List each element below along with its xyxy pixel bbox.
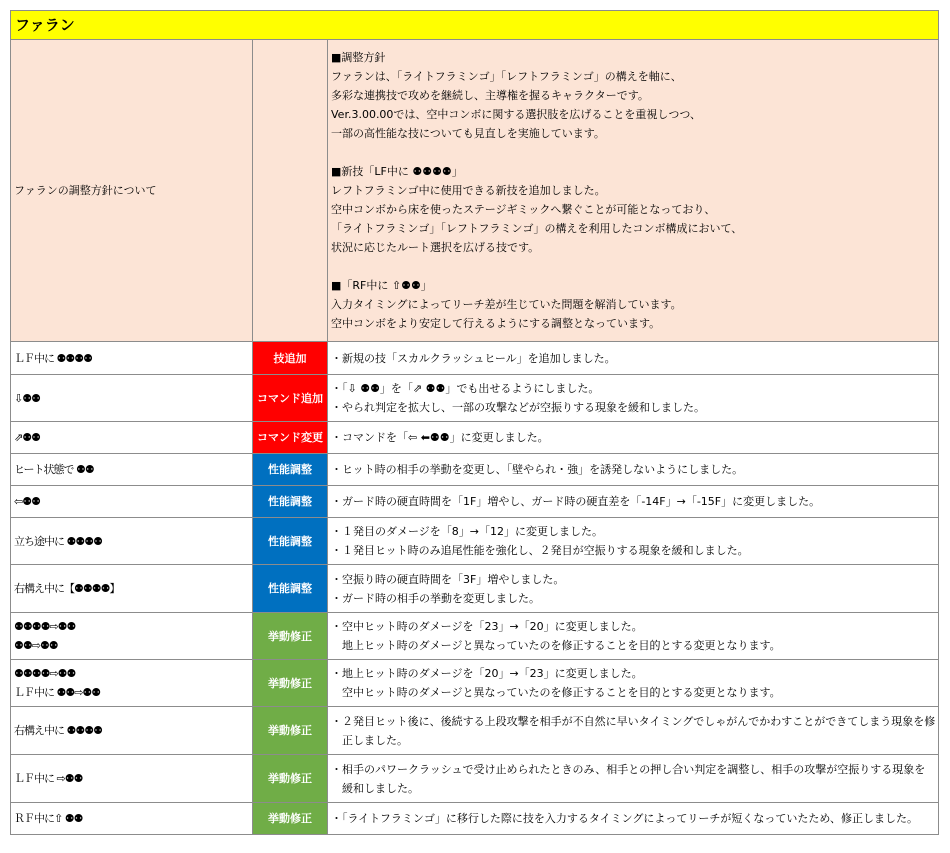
move-command: ⇩⚉⚉ — [14, 391, 40, 405]
change-type-badge: コマンド変更 — [253, 422, 328, 454]
description-line: ・空振り時の硬直時間を「3F」増やしました。 — [331, 572, 565, 586]
description-line: ・新規の技「スカルクラッシュヒール」を追加しました。 — [331, 351, 616, 365]
description-line: ・コマンドを「⇦ ⬅⚉⚉」に変更しました。 — [331, 431, 549, 444]
description-line: ・ガード時の相手の挙動を変更しました。 — [331, 591, 540, 605]
description-line: ・「⇩ ⚉⚉」を「⇗ ⚉⚉」でも出せるようにしました。 — [331, 382, 600, 395]
move-command: 右構え中に【⚉⚉⚉⚉】 — [14, 582, 120, 595]
change-row — [11, 755, 939, 803]
change-description — [328, 707, 939, 755]
move-command: ⚉⚉⚉⚉⇨⚉⚉ — [14, 620, 76, 633]
description-line: 正しました。 — [331, 733, 408, 747]
summary-tag-cell — [253, 40, 328, 342]
summary-line: Ver.3.00.00では、空中コンボに関する選択肢を広げることを重視しつつ、 — [331, 108, 701, 121]
summary-line: ■調整方針 — [331, 51, 386, 64]
summary-line: 入力タイミングによってリーチ差が生じていた問題を解消しています。 — [331, 298, 682, 311]
move-command: ⚉⚉⇨⚉⚉ — [14, 639, 58, 652]
change-row — [11, 565, 939, 613]
change-type-badge: 挙動修正 — [253, 613, 328, 660]
description-line: ・１発目ヒット時のみ追尾性能を強化し、２発目が空振りする現象を緩和しました。 — [331, 544, 749, 557]
summary-line: 一部の高性能な技についても見直しを実施しています。 — [331, 127, 605, 140]
change-row — [11, 454, 939, 486]
description-line: ・地上ヒット時のダメージを「20」→「23」に変更しました。 — [331, 667, 643, 680]
summary-line: ■「RF中に ⇧⚉⚉」 — [331, 279, 432, 292]
patch-notes-table — [10, 10, 939, 835]
change-description — [328, 613, 939, 660]
move-cell — [11, 565, 253, 613]
move-cell — [11, 707, 253, 755]
description-line: 空中ヒット時のダメージと異なっていたのを修正することを目的とする変更となります。 — [331, 686, 781, 699]
move-cell — [11, 342, 253, 375]
move-command: ⇦⚉⚉ — [14, 495, 40, 508]
change-description — [328, 660, 939, 707]
change-type-badge: 性能調整 — [253, 518, 328, 565]
summary-line: ■新技「LF中に ⚉⚉⚉⚉」 — [331, 165, 463, 178]
change-type-badge: 挙動修正 — [253, 755, 328, 803]
change-row — [11, 660, 939, 707]
move-command: 右構え中に ⚉⚉⚉⚉ — [14, 724, 102, 737]
move-command: ⇗⚉⚉ — [14, 431, 40, 444]
change-type-badge: 挙動修正 — [253, 707, 328, 755]
change-description — [328, 755, 939, 803]
move-command: ＬＦ中に ⚉⚉⇨⚉⚉ — [14, 686, 101, 699]
change-row — [11, 707, 939, 755]
change-description — [328, 342, 939, 375]
move-cell — [11, 486, 253, 518]
summary-line: 多彩な連携技で攻めを継続し、主導権を握るキャラクターです。 — [331, 89, 649, 102]
change-type-badge: 挙動修正 — [253, 803, 328, 835]
summary-description — [328, 40, 939, 342]
description-line: ・相手のパワークラッシュで受け止められたときのみ、相手との押し合い判定を調整し、相手の攻撃が空振りする現象を — [331, 762, 926, 776]
change-type-badge: 技追加 — [253, 342, 328, 375]
description-line: 緩和しました。 — [331, 781, 419, 795]
change-description — [328, 375, 939, 422]
change-description — [328, 486, 939, 518]
description-line: ・ガード時の硬直時間を「1F」増やし、ガード時の硬直差を「-14F」→「-15F」に変更しました。 — [331, 495, 821, 508]
change-row — [11, 518, 939, 565]
move-command: ＲＦ中に⇧ ⚉⚉ — [14, 812, 83, 825]
change-description — [328, 518, 939, 565]
move-cell — [11, 660, 253, 707]
change-row — [11, 422, 939, 454]
change-type-badge: 性能調整 — [253, 565, 328, 613]
description-line: ・「ライトフラミンゴ」に移行した際に技を入力するタイミングによってリーチが短くなっていたため、修正しました。 — [331, 812, 918, 825]
change-description — [328, 422, 939, 454]
move-cell — [11, 803, 253, 835]
change-type-badge: 挙動修正 — [253, 660, 328, 707]
move-command: ＬＦ中に ⚉⚉⚉⚉ — [14, 351, 92, 365]
change-row — [11, 375, 939, 422]
summary-line: ファランは、「ライトフラミンゴ」「レフトフラミンゴ」の構えを軸に、 — [331, 70, 682, 83]
title-row — [11, 11, 939, 40]
page-title: ファラン — [11, 11, 939, 40]
move-command: ヒート状態で ⚉⚉ — [14, 463, 94, 476]
change-row — [11, 486, 939, 518]
move-cell — [11, 422, 253, 454]
description-line: ・やられ判定を拡大し、一部の攻撃などが空振りする現象を緩和しました。 — [331, 401, 705, 414]
change-type-badge: コマンド追加 — [253, 375, 328, 422]
paragraph-gap — [331, 143, 938, 162]
change-description — [328, 803, 939, 835]
move-command: ⚉⚉⚉⚉⇨⚉⚉ — [14, 667, 76, 680]
change-row — [11, 342, 939, 375]
summary-line: レフトフラミンゴ中に使用できる新技を追加しました。 — [331, 184, 606, 197]
description-line: 地上ヒット時のダメージと異なっていたのを修正することを目的とする変更となります。 — [331, 639, 781, 652]
move-command: 立ち途中に ⚉⚉⚉⚉ — [14, 534, 102, 548]
paragraph-gap — [331, 257, 938, 276]
summary-line: 空中コンボをより安定して行えるようにする調整となっています。 — [331, 317, 661, 330]
move-cell — [11, 375, 253, 422]
description-line: ・２発目ヒット後に、後続する上段攻撃を相手が不自然に早いタイミングでしゃがんでかわすことができてしまう現象を修 — [331, 714, 936, 728]
summary-line: 「ライトフラミンゴ」「レフトフラミンゴ」の構えを利用したコンボ構成において、 — [331, 222, 743, 235]
move-command: ＬＦ中に ⇨⚉⚉ — [14, 772, 83, 785]
move-cell — [11, 454, 253, 486]
change-row — [11, 803, 939, 835]
summary-line: 状況に応じたルート選択を広げる技です。 — [331, 241, 540, 254]
change-row — [11, 613, 939, 660]
change-type-badge: 性能調整 — [253, 486, 328, 518]
change-description — [328, 565, 939, 613]
summary-row — [11, 40, 939, 342]
description-line: ・空中ヒット時のダメージを「23」→「20」に変更しました。 — [331, 620, 643, 633]
summary-line: 空中コンボから床を使ったステージギミックへ繋ぐことが可能となっており、 — [331, 203, 716, 216]
move-cell — [11, 613, 253, 660]
move-cell — [11, 755, 253, 803]
change-description — [328, 454, 939, 486]
change-type-badge: 性能調整 — [253, 454, 328, 486]
move-cell — [11, 518, 253, 565]
summary-label: ファランの調整方針について — [11, 40, 253, 342]
description-line: ・１発目のダメージを「8」→「12」に変更しました。 — [331, 525, 603, 538]
description-line: ・ヒット時の相手の挙動を変更し、「壁やられ・強」を誘発しないようにしました。 — [331, 463, 744, 476]
